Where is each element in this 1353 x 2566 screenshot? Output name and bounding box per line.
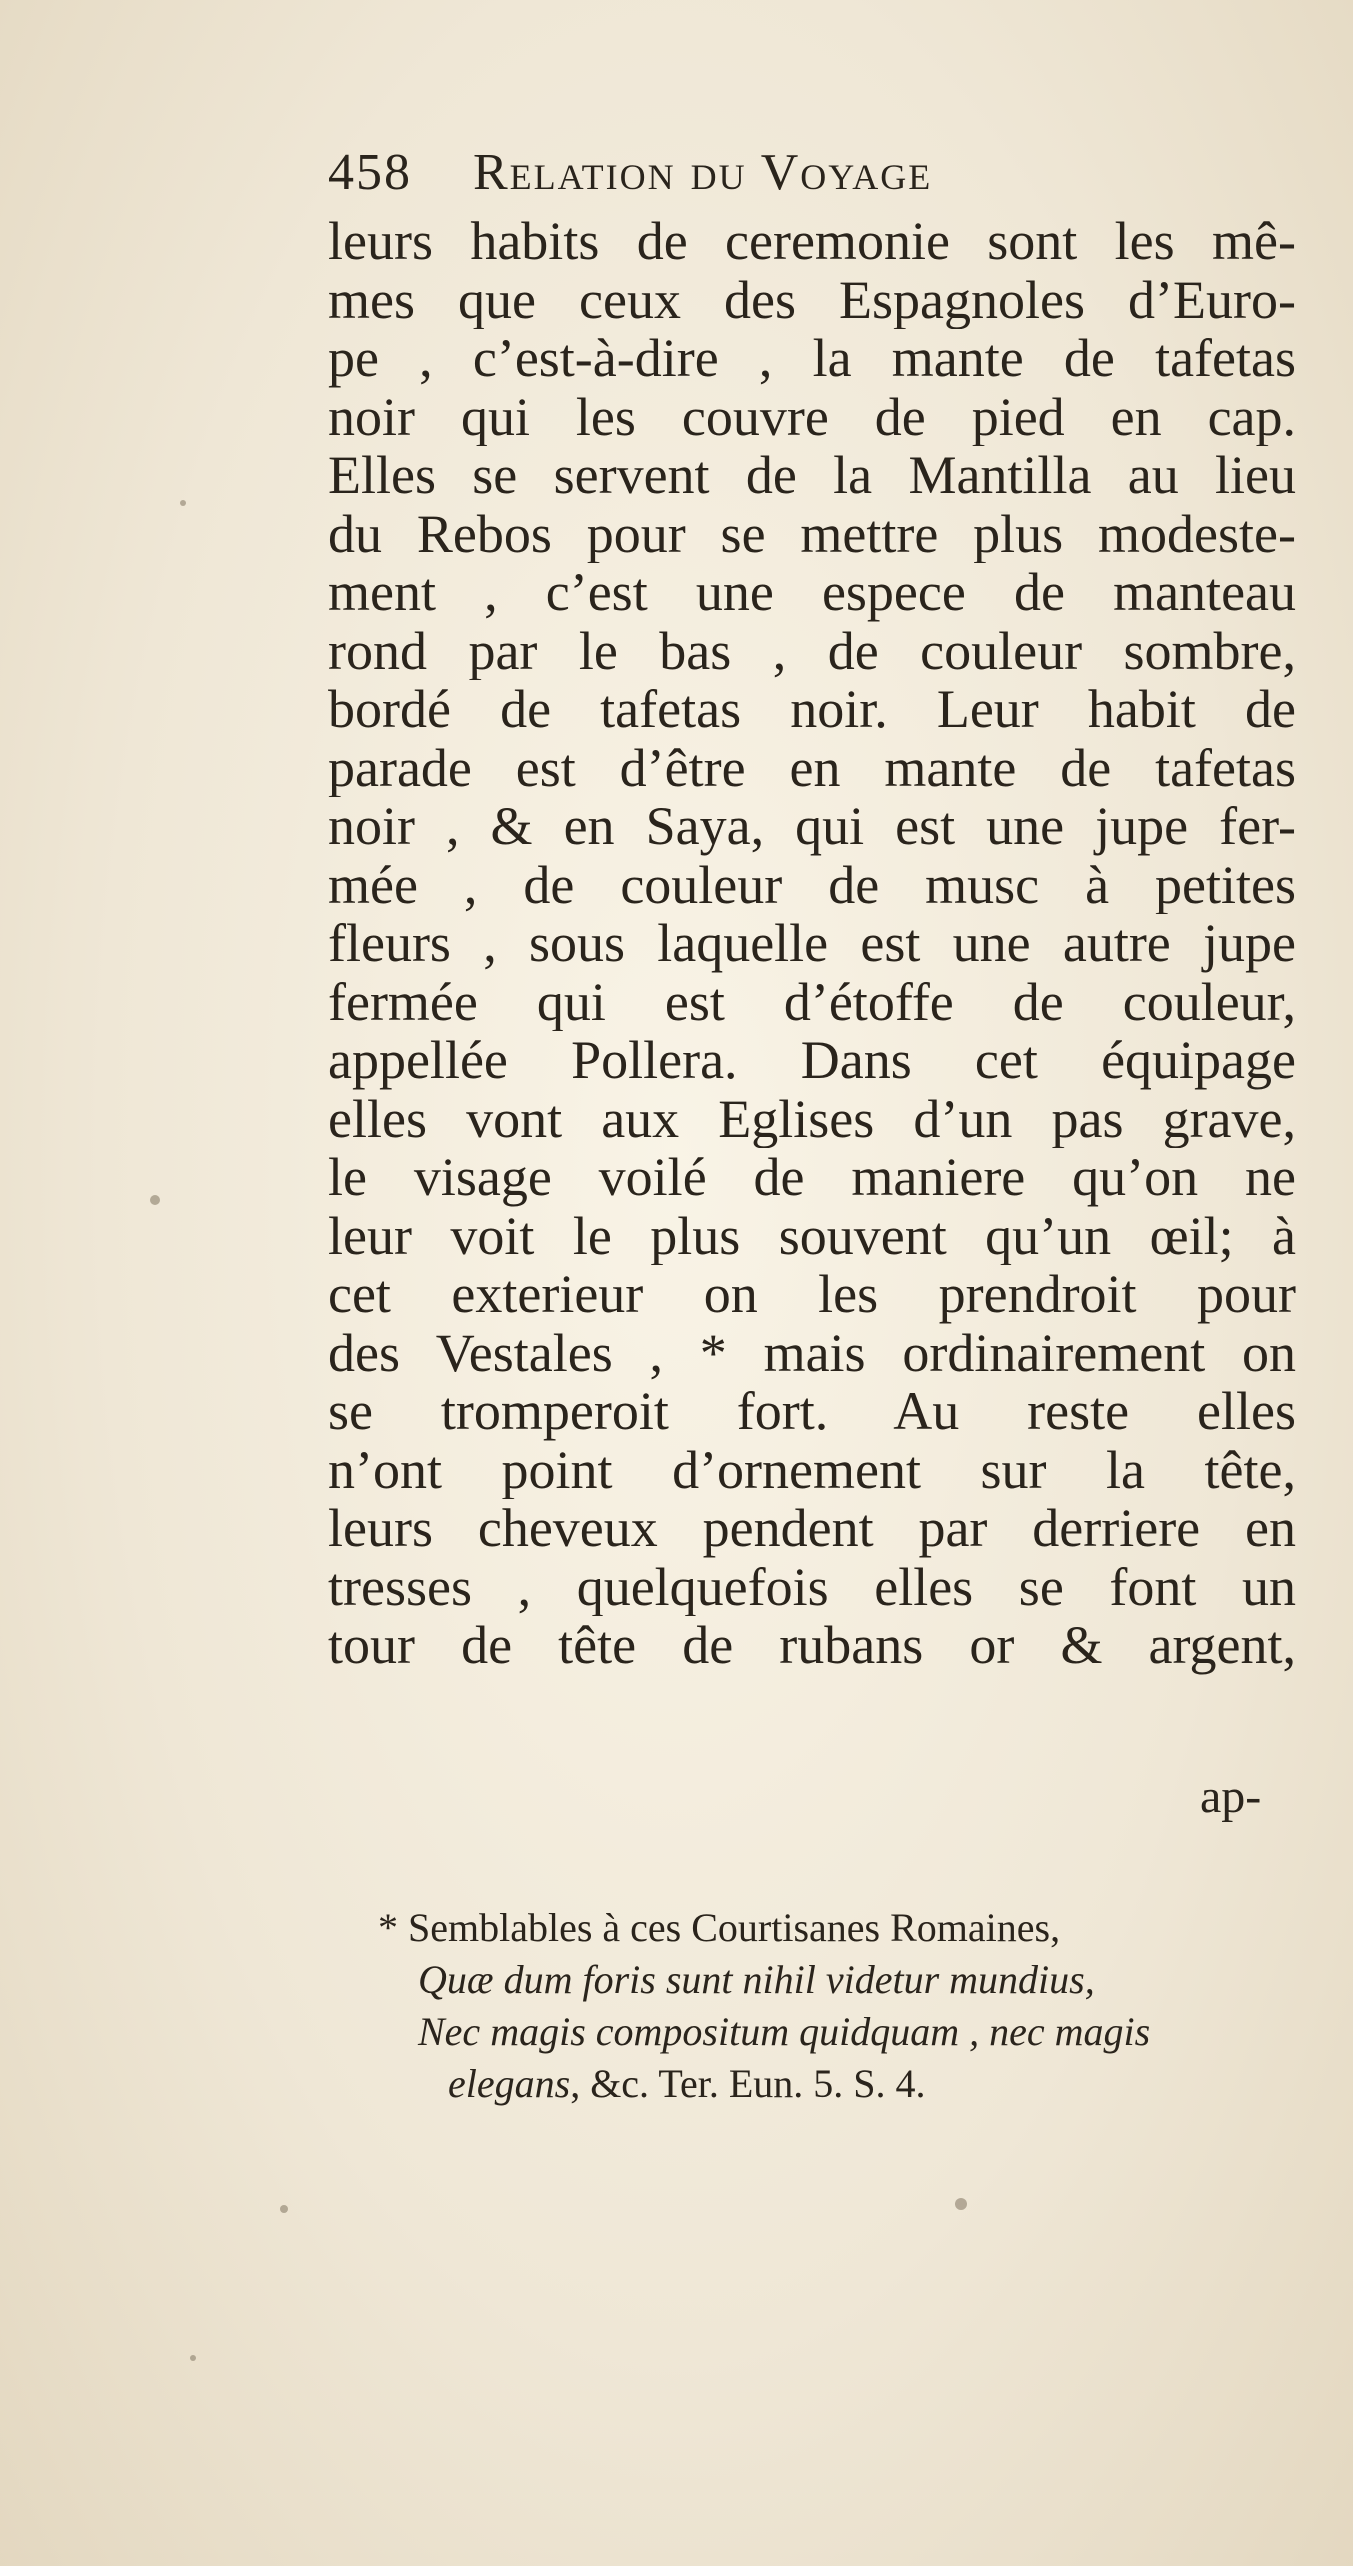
paper-speck [190,2355,196,2361]
paper-speck [280,2205,288,2213]
text-line: tour de tête de rubans or & argent, [328,1616,1296,1675]
text-line: parade est d’être en mante de tafetas [328,738,1296,797]
text-line: des Vestales , * mais ordinairement on [328,1323,1296,1382]
text-line: noir qui les couvre de pied en cap. [328,387,1296,446]
text-line: cet exterieur on les prendroit pour [328,1265,1296,1324]
text-line: leurs habits de ceremonie sont les mê- [328,212,1296,271]
text-line: se tromperoit fort. Au reste elles [328,1382,1296,1441]
text-line: fermée qui est d’étoffe de couleur, [328,972,1296,1031]
running-header [328,138,1188,208]
catchword: ap- [1200,1770,1262,1823]
text-line: mée , de couleur de musc à petites [328,855,1296,914]
text-line: ment , c’est une espece de manteau [328,563,1296,622]
running-title: Relation du Voyage [473,144,933,201]
footnote-line [378,1954,1298,2006]
paper-speck [180,500,186,506]
footnote-quote: Quæ dum foris sunt nihil videtur mundius, [418,1957,1095,2002]
text-line: rond par le bas , de couleur sombre, [328,621,1296,680]
text-line: du Rebos pour se mettre plus modeste- [328,504,1296,563]
page-number: 458 [328,144,412,201]
text-line: fleurs , sous laquelle est une autre jupe [328,914,1296,973]
footnote-line [378,2058,1298,2110]
paper-speck [150,1195,160,1205]
footnote [378,1902,1298,2110]
footnote-quote: Nec magis compositum quidquam , nec magis [418,2009,1151,2054]
text-line: leurs cheveux pendent par derriere en [328,1499,1296,1558]
paper-speck [955,2198,967,2210]
body-text [328,212,1296,1675]
text-line: n’ont point d’ornement sur la tête, [328,1440,1296,1499]
text-line: tresses , quelquefois elles se font un [328,1557,1296,1616]
text-line: pe , c’est-à-dire , la mante de tafetas [328,329,1296,388]
text-line: Elles se servent de la Mantilla au lieu [328,446,1296,505]
footnote-citation: , &c. Ter. Eun. 5. S. 4. [570,2061,926,2106]
footnote-line: * Semblables à ces Courtisanes Romaines, [378,1905,1061,1950]
text-line: leur voit le plus souvent qu’un œil; à [328,1206,1296,1265]
text-line: mes que ceux des Espagnoles d’Euro- [328,270,1296,329]
footnote-quote: elegans [448,2061,571,2106]
footnote-line [378,2006,1298,2058]
text-line: bordé de tafetas noir. Leur habit de [328,680,1296,739]
text-line: elles vont aux Eglises d’un pas grave, [328,1089,1296,1148]
text-line: le visage voilé de maniere qu’on ne [328,1148,1296,1207]
text-line: noir , & en Saya, qui est une jupe fer- [328,797,1296,856]
text-line: appellée Pollera. Dans cet équipage [328,1031,1296,1090]
